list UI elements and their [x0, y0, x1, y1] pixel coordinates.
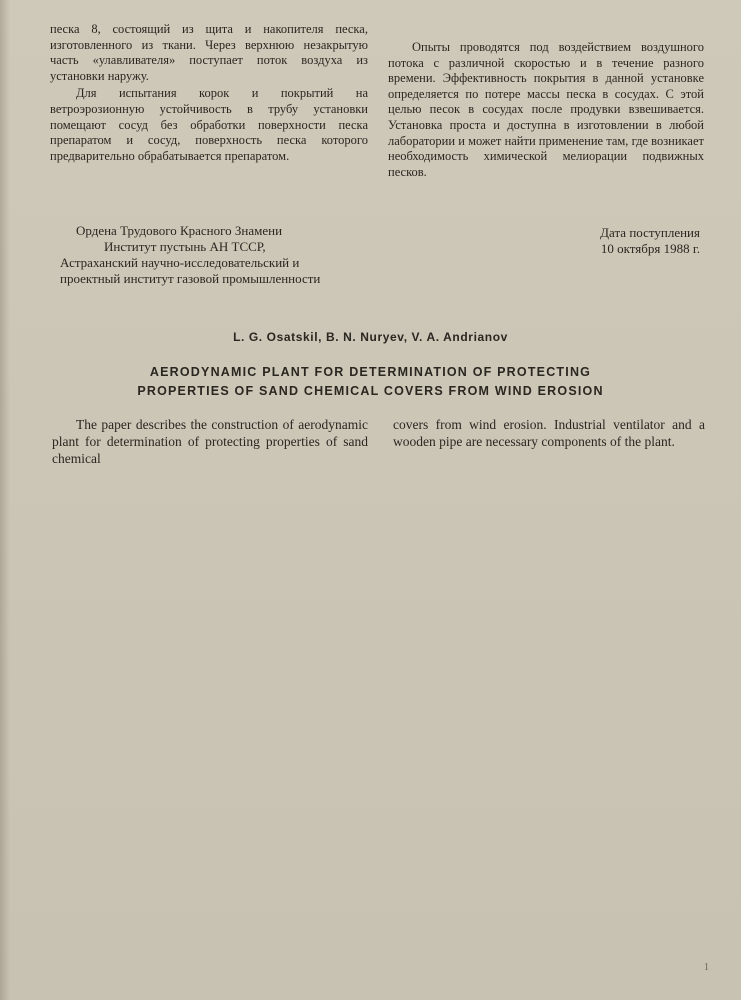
- abstract-authors: L. G. Osatskil, B. N. Nuryev, V. A. Andrianov: [233, 330, 508, 344]
- affiliation-line-4: проектный институт газовой промышленности: [60, 271, 321, 286]
- abstract-text-right: [393, 416, 705, 450]
- left-column-text: [50, 22, 368, 164]
- affiliation-line-3: Астраханский научно-исследовательский и: [60, 255, 300, 270]
- abstract-left-paragraph: The paper describes the construction of aerodynamic plant for determination of protecting properties of sand chemical: [52, 417, 368, 466]
- received-date: 10 октября 1988 г.: [600, 241, 700, 256]
- abstract-title-line-1: AERODYNAMIC PLANT FOR DETERMINATION OF PROTECTING: [149, 365, 592, 379]
- right-paragraph-1: Опыты проводятся под воздействием воздушного потока с различной скоростью и в течение разного времени. Эффективность покрытия в данной установке определяется по потере массы песка в сосудах. С этой целью песок в сосудах после продувки взвешивается. Установка проста и доступна в изготовлении в любой лаборатории и может найти применение там, где возникает необходимость химической мелиорации подвижных песков.: [388, 40, 704, 179]
- abstract-right-paragraph: covers from wind erosion. Industrial ventilator and a wooden pipe are necessary components of the plant.: [393, 417, 705, 449]
- left-paragraph-1: песка 8, состоящий из щита и накопителя песка, изготовленного из ткани. Через верхнюю незакрытую часть «улавливателя» поступает поток воздуха из установки наружу.: [50, 22, 368, 83]
- page-edge-shadow: [0, 0, 10, 1000]
- affiliation-line-2: Институт пустынь АН ТССР,: [104, 239, 266, 254]
- abstract-text-left: [52, 416, 368, 467]
- page-mark: 1: [704, 962, 709, 973]
- left-paragraph-2: Для испытания корок и покрытий на ветроэрозионную устойчивость в трубу установки помещают сосуд без обработки поверхности песка препаратом и сосуд, поверхность песка которого предварительно обрабатывается препаратом.: [50, 86, 368, 163]
- received-label: Дата поступления: [600, 225, 700, 240]
- abstract-title-line-2: PROPERTIES OF SAND CHEMICAL COVERS FROM WIND EROSION: [137, 384, 604, 398]
- right-column-text: [388, 40, 704, 180]
- received-date-block: [540, 225, 700, 257]
- abstract-title: [0, 363, 741, 401]
- affiliation-block: [60, 223, 400, 287]
- affiliation-line-1: Ордена Трудового Красного Знамени: [76, 223, 283, 238]
